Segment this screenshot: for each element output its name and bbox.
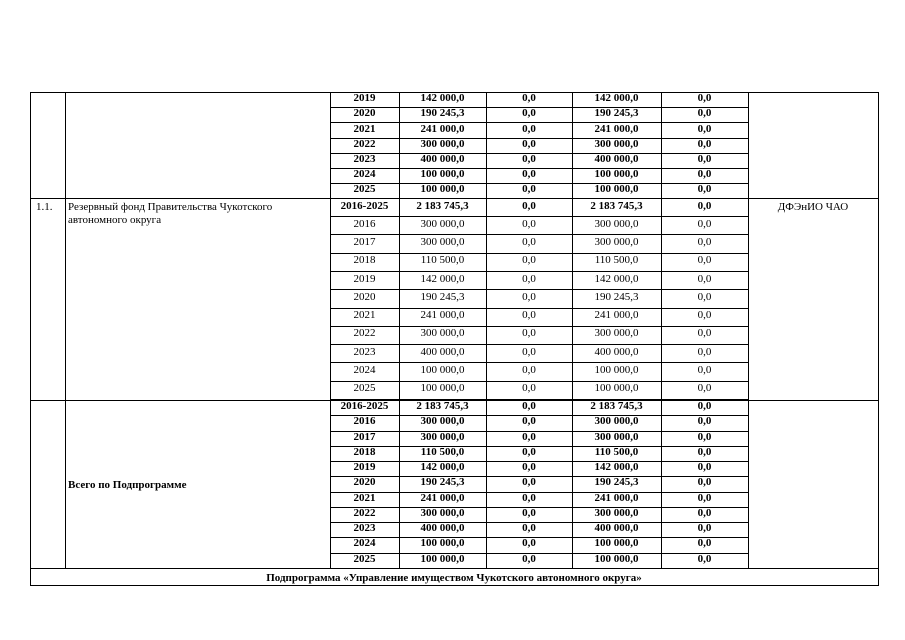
subprogram-total-other-cell: 0,0 bbox=[697, 400, 712, 413]
top-block-total-cell: 100 000,0 bbox=[420, 168, 465, 181]
top-block-total-cell: 400 000,0 bbox=[420, 152, 465, 165]
table-right-border bbox=[878, 92, 879, 586]
subprogram-block-federal-cell: 0,0 bbox=[522, 522, 536, 535]
subprogram-block-regional-cell: 241 000,0 bbox=[594, 491, 639, 504]
reserve-fund-name: Резервный фонд Правительства Чукотского автономного округа bbox=[68, 201, 273, 226]
subprogram-total-label: Всего по Подпрограмме bbox=[68, 479, 187, 491]
top-block-year-cell: 2025 bbox=[353, 183, 376, 196]
reserve-block-federal-cell: 0,0 bbox=[522, 217, 536, 230]
reserve-block-year-cell: 2022 bbox=[353, 327, 376, 340]
subprogram-block-regional-cell: 300 000,0 bbox=[594, 415, 639, 428]
reserve-block-year-cell: 2019 bbox=[353, 272, 376, 285]
top-block-year-cell: 2021 bbox=[353, 122, 376, 135]
subprogram-total-federal-cell: 0,0 bbox=[522, 400, 536, 413]
reserve-block-total-cell: 300 000,0 bbox=[420, 217, 465, 230]
reserve-block-federal-cell: 0,0 bbox=[522, 327, 536, 340]
top-block-federal-cell: 0,0 bbox=[522, 183, 536, 196]
subprogram-block-total-cell: 110 500,0 bbox=[420, 445, 465, 458]
reserve-total-regional-cell: 2 183 745,3 bbox=[590, 199, 643, 212]
reserve-block-year-cell: 2016 bbox=[353, 217, 376, 230]
subprogram-block-federal-cell: 0,0 bbox=[522, 506, 536, 519]
reserve-block-total-cell: 190 245,3 bbox=[420, 290, 465, 303]
top-block-year-cell: 2023 bbox=[353, 152, 376, 165]
reserve-block-regional-cell: 100 000,0 bbox=[594, 364, 639, 377]
reserve-block-total-cell: 100 000,0 bbox=[420, 382, 465, 395]
subprogram-block-year-cell: 2018 bbox=[353, 445, 376, 458]
top-block-total-cell: 190 245,3 bbox=[420, 107, 465, 120]
subprogram-block-federal-cell: 0,0 bbox=[522, 537, 536, 550]
subprogram-block-other-cell: 0,0 bbox=[697, 491, 712, 504]
reserve-block-total-cell: 142 000,0 bbox=[420, 272, 465, 285]
top-block-regional-cell: 190 245,3 bbox=[594, 107, 639, 120]
top-block-other-cell: 0,0 bbox=[697, 122, 712, 135]
subprogram-block-federal-cell: 0,0 bbox=[522, 445, 536, 458]
subprogram-block-federal-cell: 0,0 bbox=[522, 476, 536, 489]
top-block-regional-cell: 100 000,0 bbox=[594, 183, 639, 196]
reserve-block-other-cell: 0,0 bbox=[697, 327, 712, 340]
subprogram-block-regional-cell: 300 000,0 bbox=[594, 430, 639, 443]
subprogram-block-year-cell: 2017 bbox=[353, 430, 376, 443]
reserve-block-other-cell: 0,0 bbox=[697, 217, 712, 230]
subprogram-block-other-cell: 0,0 bbox=[697, 461, 712, 474]
top-block-other-cell: 0,0 bbox=[697, 168, 712, 181]
top-block-year-cell: 2020 bbox=[353, 107, 376, 120]
reserve-total-total-cell: 2 183 745,3 bbox=[416, 199, 469, 212]
reserve-block-federal-cell: 0,0 bbox=[522, 364, 536, 377]
subprogram-block-total-cell: 300 000,0 bbox=[420, 415, 465, 428]
table-bottom-border bbox=[30, 585, 878, 586]
reserve-block-year-cell: 2017 bbox=[353, 235, 376, 248]
reserve-block-other-cell: 0,0 bbox=[697, 254, 712, 267]
subprogram-block-total-cell: 300 000,0 bbox=[420, 506, 465, 519]
top-block-total-cell: 241 000,0 bbox=[420, 122, 465, 135]
reserve-block-regional-cell: 300 000,0 bbox=[594, 217, 639, 230]
subprogram-block-year-cell: 2025 bbox=[353, 552, 376, 565]
reserve-block-regional-cell: 300 000,0 bbox=[594, 235, 639, 248]
reserve-block-regional-cell: 400 000,0 bbox=[594, 345, 639, 358]
top-block-year-cell: 2022 bbox=[353, 137, 376, 150]
top-block-year-cell: 2019 bbox=[353, 92, 376, 105]
reserve-block-other-cell: 0,0 bbox=[697, 235, 712, 248]
subprogram-block-total-cell: 100 000,0 bbox=[420, 537, 465, 550]
subprogram-block-federal-cell: 0,0 bbox=[522, 430, 536, 443]
subprogram-block-regional-cell: 300 000,0 bbox=[594, 506, 639, 519]
subprogram-block-total-cell: 100 000,0 bbox=[420, 552, 465, 565]
subprogram-block-regional-cell: 142 000,0 bbox=[594, 461, 639, 474]
reserve-block-federal-cell: 0,0 bbox=[522, 235, 536, 248]
top-block-regional-cell: 100 000,0 bbox=[594, 168, 639, 181]
reserve-block-regional-cell: 190 245,3 bbox=[594, 290, 639, 303]
top-block-regional-cell: 300 000,0 bbox=[594, 137, 639, 150]
subprogram-block-year-cell: 2023 bbox=[353, 522, 376, 535]
reserve-total-other-cell: 0,0 bbox=[697, 199, 712, 212]
column-divider bbox=[748, 92, 749, 568]
subprogram-block-other-cell: 0,0 bbox=[697, 506, 712, 519]
subprogram-block-federal-cell: 0,0 bbox=[522, 552, 536, 565]
reserve-block-total-cell: 300 000,0 bbox=[420, 327, 465, 340]
executor-label: ДФЭнИО ЧАО bbox=[777, 201, 849, 213]
top-block-total-cell: 142 000,0 bbox=[420, 92, 465, 105]
top-block-other-cell: 0,0 bbox=[697, 152, 712, 165]
top-block-other-cell: 0,0 bbox=[697, 107, 712, 120]
top-block-total-cell: 100 000,0 bbox=[420, 183, 465, 196]
subprogram-block-regional-cell: 400 000,0 bbox=[594, 522, 639, 535]
subprogram-block-other-cell: 0,0 bbox=[697, 522, 712, 535]
reserve-block-regional-cell: 110 500,0 bbox=[594, 254, 639, 267]
reserve-block-federal-cell: 0,0 bbox=[522, 382, 536, 395]
top-block-federal-cell: 0,0 bbox=[522, 168, 536, 181]
next-subprogram-title: Подпрограмма «Управление имуществом Чукотского автономного округа» bbox=[266, 572, 642, 584]
top-block-federal-cell: 0,0 bbox=[522, 107, 536, 120]
top-block-federal-cell: 0,0 bbox=[522, 92, 536, 105]
subprogram-block-regional-cell: 100 000,0 bbox=[594, 537, 639, 550]
reserve-block-other-cell: 0,0 bbox=[697, 272, 712, 285]
subprogram-block-year-cell: 2019 bbox=[353, 461, 376, 474]
reserve-block-regional-cell: 300 000,0 bbox=[594, 327, 639, 340]
reserve-block-regional-cell: 142 000,0 bbox=[594, 272, 639, 285]
reserve-block-total-cell: 241 000,0 bbox=[420, 309, 465, 322]
subprogram-block-total-cell: 142 000,0 bbox=[420, 461, 465, 474]
reserve-block-other-cell: 0,0 bbox=[697, 309, 712, 322]
top-block-other-cell: 0,0 bbox=[697, 137, 712, 150]
subprogram-block-other-cell: 0,0 bbox=[697, 415, 712, 428]
subprogram-block-federal-cell: 0,0 bbox=[522, 461, 536, 474]
reserve-block-other-cell: 0,0 bbox=[697, 345, 712, 358]
subprogram-total-regional-cell: 2 183 745,3 bbox=[590, 400, 643, 413]
subprogram-block-year-cell: 2016 bbox=[353, 415, 376, 428]
reserve-block-federal-cell: 0,0 bbox=[522, 290, 536, 303]
subprogram-block-year-cell: 2022 bbox=[353, 506, 376, 519]
subprogram-total-total-cell: 2 183 745,3 bbox=[416, 400, 469, 413]
reserve-block-year-cell: 2024 bbox=[353, 364, 376, 377]
column-divider bbox=[65, 92, 66, 568]
reserve-block-other-cell: 0,0 bbox=[697, 364, 712, 377]
subprogram-block-other-cell: 0,0 bbox=[697, 552, 712, 565]
subprogram-block-other-cell: 0,0 bbox=[697, 445, 712, 458]
subprogram-block-federal-cell: 0,0 bbox=[522, 491, 536, 504]
reserve-block-regional-cell: 241 000,0 bbox=[594, 309, 639, 322]
top-block-regional-cell: 400 000,0 bbox=[594, 152, 639, 165]
reserve-block-total-cell: 110 500,0 bbox=[420, 254, 465, 267]
reserve-block-year-cell: 2025 bbox=[353, 382, 376, 395]
reserve-block-other-cell: 0,0 bbox=[697, 290, 712, 303]
subprogram-block-year-cell: 2020 bbox=[353, 476, 376, 489]
subprogram-block-total-cell: 190 245,3 bbox=[420, 476, 465, 489]
top-block-total-cell: 300 000,0 bbox=[420, 137, 465, 150]
subprogram-block-regional-cell: 110 500,0 bbox=[594, 445, 639, 458]
top-block-federal-cell: 0,0 bbox=[522, 152, 536, 165]
reserve-block-federal-cell: 0,0 bbox=[522, 309, 536, 322]
table-left-border bbox=[30, 92, 31, 585]
reserve-block-federal-cell: 0,0 bbox=[522, 272, 536, 285]
subprogram-block-federal-cell: 0,0 bbox=[522, 415, 536, 428]
reserve-block-total-cell: 100 000,0 bbox=[420, 364, 465, 377]
subprogram-block-other-cell: 0,0 bbox=[697, 430, 712, 443]
top-block-federal-cell: 0,0 bbox=[522, 122, 536, 135]
reserve-block-year-cell: 2021 bbox=[353, 309, 376, 322]
top-block-regional-cell: 241 000,0 bbox=[594, 122, 639, 135]
subprogram-block-row-line bbox=[330, 568, 748, 569]
subprogram-block-other-cell: 0,0 bbox=[697, 537, 712, 550]
subprogram-block-year-cell: 2021 bbox=[353, 491, 376, 504]
row-number-1-1: 1.1. bbox=[36, 201, 53, 213]
subprogram-block-total-cell: 400 000,0 bbox=[420, 522, 465, 535]
reserve-total-federal-cell: 0,0 bbox=[522, 199, 536, 212]
top-block-federal-cell: 0,0 bbox=[522, 137, 536, 150]
top-block-regional-cell: 142 000,0 bbox=[594, 92, 639, 105]
subprogram-block-regional-cell: 190 245,3 bbox=[594, 476, 639, 489]
reserve-total-year-cell: 2016-2025 bbox=[340, 199, 389, 212]
subprogram-block-total-cell: 300 000,0 bbox=[420, 430, 465, 443]
reserve-block-federal-cell: 0,0 bbox=[522, 254, 536, 267]
reserve-block-federal-cell: 0,0 bbox=[522, 345, 536, 358]
subprogram-block-regional-cell: 100 000,0 bbox=[594, 552, 639, 565]
subprogram-block-other-cell: 0,0 bbox=[697, 476, 712, 489]
reserve-block-total-cell: 300 000,0 bbox=[420, 235, 465, 248]
reserve-block-year-cell: 2020 bbox=[353, 290, 376, 303]
subprogram-block-year-cell: 2024 bbox=[353, 537, 376, 550]
reserve-block-year-cell: 2023 bbox=[353, 345, 376, 358]
reserve-block-regional-cell: 100 000,0 bbox=[594, 382, 639, 395]
subprogram-total-year-cell: 2016-2025 bbox=[340, 400, 389, 413]
top-block-other-cell: 0,0 bbox=[697, 92, 712, 105]
reserve-block-other-cell: 0,0 bbox=[697, 382, 712, 395]
top-block-other-cell: 0,0 bbox=[697, 183, 712, 196]
subprogram-block-total-cell: 241 000,0 bbox=[420, 491, 465, 504]
top-block-year-cell: 2024 bbox=[353, 168, 376, 181]
reserve-block-year-cell: 2018 bbox=[353, 254, 376, 267]
reserve-block-total-cell: 400 000,0 bbox=[420, 345, 465, 358]
